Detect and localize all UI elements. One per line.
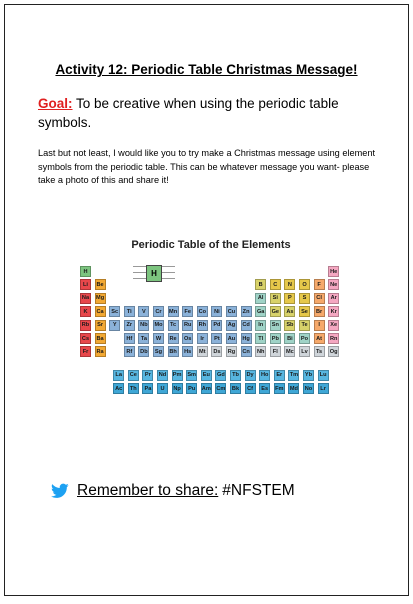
element-Dy: Dy — [245, 370, 256, 381]
element-P: P — [284, 293, 295, 304]
element-Pb: Pb — [270, 333, 281, 344]
goal-label: Goal: — [38, 96, 73, 111]
element-O: O — [299, 279, 310, 290]
element-Cf: Cf — [245, 383, 256, 394]
element-Ge: Ge — [270, 306, 281, 317]
element-Mg: Mg — [95, 293, 106, 304]
element-Te: Te — [299, 320, 310, 331]
element-Pt: Pt — [211, 333, 222, 344]
element-Fr: Fr — [80, 346, 91, 357]
element-Os: Os — [182, 333, 193, 344]
element-Rf: Rf — [124, 346, 135, 357]
element-Be: Be — [95, 279, 106, 290]
element-Rn: Rn — [328, 333, 339, 344]
element-V: V — [138, 306, 149, 317]
element-As: As — [284, 306, 295, 317]
element-Pm: Pm — [172, 370, 183, 381]
element-K: K — [80, 306, 91, 317]
periodic-table-image — [77, 239, 345, 429]
element-Mn: Mn — [168, 306, 179, 317]
element-Yb: Yb — [303, 370, 314, 381]
element-Pu: Pu — [186, 383, 197, 394]
element-Bi: Bi — [284, 333, 295, 344]
element-Se: Se — [299, 306, 310, 317]
element-In: In — [255, 320, 266, 331]
element-Pr: Pr — [142, 370, 153, 381]
element-Cr: Cr — [153, 306, 164, 317]
element-Th: Th — [128, 383, 139, 394]
element-He: He — [328, 266, 339, 277]
element-Mc: Mc — [284, 346, 295, 357]
element-Ar: Ar — [328, 293, 339, 304]
element-Hg: Hg — [241, 333, 252, 344]
element-Np: Np — [172, 383, 183, 394]
element-Zr: Zr — [124, 320, 135, 331]
element-Ra: Ra — [95, 346, 106, 357]
element-Md: Md — [288, 383, 299, 394]
element-Ca: Ca — [95, 306, 106, 317]
key-element-cell: H — [146, 265, 162, 282]
element-W: W — [153, 333, 164, 344]
element-Sc: Sc — [109, 306, 120, 317]
element-Hs: Hs — [182, 346, 193, 357]
element-Tm: Tm — [288, 370, 299, 381]
element-Fm: Fm — [274, 383, 285, 394]
element-Ga: Ga — [255, 306, 266, 317]
element-Br: Br — [314, 306, 325, 317]
element-Ne: Ne — [328, 279, 339, 290]
element-B: B — [255, 279, 266, 290]
element-Ru: Ru — [182, 320, 193, 331]
element-Er: Er — [274, 370, 285, 381]
element-Mo: Mo — [153, 320, 164, 331]
element-Re: Re — [168, 333, 179, 344]
goal-statement — [38, 94, 388, 132]
element-Sn: Sn — [270, 320, 281, 331]
element-Hf: Hf — [124, 333, 135, 344]
element-Bh: Bh — [168, 346, 179, 357]
element-Ce: Ce — [128, 370, 139, 381]
activity-page — [4, 4, 409, 596]
periodic-table-title: Periodic Table of the Elements — [131, 239, 291, 251]
element-Lr: Lr — [318, 383, 329, 394]
element-Mt: Mt — [197, 346, 208, 357]
element-Ni: Ni — [211, 306, 222, 317]
element-Nd: Nd — [157, 370, 168, 381]
element-Nb: Nb — [138, 320, 149, 331]
element-Cl: Cl — [314, 293, 325, 304]
element-Bk: Bk — [230, 383, 241, 394]
element-Ti: Ti — [124, 306, 135, 317]
element-Zn: Zn — [241, 306, 252, 317]
element-Sm: Sm — [186, 370, 197, 381]
element-C: C — [270, 279, 281, 290]
goal-text: To be creative when using the periodic table symbols. — [38, 96, 339, 130]
element-Pa: Pa — [142, 383, 153, 394]
element-Au: Au — [226, 333, 237, 344]
element-Ds: Ds — [211, 346, 222, 357]
element-Es: Es — [259, 383, 270, 394]
element-H: H — [80, 266, 91, 277]
element-Ac: Ac — [113, 383, 124, 394]
element-Gd: Gd — [215, 370, 226, 381]
element-Ho: Ho — [259, 370, 270, 381]
element-At: At — [314, 333, 325, 344]
element-Na: Na — [80, 293, 91, 304]
element-Kr: Kr — [328, 306, 339, 317]
element-Fl: Fl — [270, 346, 281, 357]
element-Tb: Tb — [230, 370, 241, 381]
element-Cd: Cd — [241, 320, 252, 331]
instructions-paragraph: Last but not least, I would like you to try make a Christmas message using element symbols from the periodic table. This can be whatever message you want- please take a photo of this and share it! — [38, 148, 376, 185]
element-I: I — [314, 320, 325, 331]
element-Nh: Nh — [255, 346, 266, 357]
element-Ir: Ir — [197, 333, 208, 344]
element-Cs: Cs — [80, 333, 91, 344]
element-Cm: Cm — [215, 383, 226, 394]
element-Sr: Sr — [95, 320, 106, 331]
element-Cn: Cn — [241, 346, 252, 357]
element-Eu: Eu — [201, 370, 212, 381]
element-Rg: Rg — [226, 346, 237, 357]
element-Ag: Ag — [226, 320, 237, 331]
element-Si: Si — [270, 293, 281, 304]
element-Ba: Ba — [95, 333, 106, 344]
element-Li: Li — [80, 279, 91, 290]
element-Rb: Rb — [80, 320, 91, 331]
element-Al: Al — [255, 293, 266, 304]
element-Og: Og — [328, 346, 339, 357]
element-Lu: Lu — [318, 370, 329, 381]
element-Fe: Fe — [182, 306, 193, 317]
element-Po: Po — [299, 333, 310, 344]
element-Sg: Sg — [153, 346, 164, 357]
share-banner — [51, 480, 295, 502]
activity-heading: Activity 12: Periodic Table Christmas Message! — [55, 62, 358, 77]
element-S: S — [299, 293, 310, 304]
element-La: La — [113, 370, 124, 381]
element-No: No — [303, 383, 314, 394]
element-Y: Y — [109, 320, 120, 331]
element-Tc: Tc — [168, 320, 179, 331]
element-Xe: Xe — [328, 320, 339, 331]
element-Pd: Pd — [211, 320, 222, 331]
element-F: F — [314, 279, 325, 290]
element-Co: Co — [197, 306, 208, 317]
share-hashtag: #NFSTEM — [222, 482, 295, 499]
twitter-bird-icon — [51, 483, 69, 499]
element-N: N — [284, 279, 295, 290]
share-label: Remember to share: — [77, 482, 219, 499]
element-Ta: Ta — [138, 333, 149, 344]
element-Rh: Rh — [197, 320, 208, 331]
element-Tl: Tl — [255, 333, 266, 344]
element-Sb: Sb — [284, 320, 295, 331]
element-Cu: Cu — [226, 306, 237, 317]
element-Am: Am — [201, 383, 212, 394]
element-U: U — [157, 383, 168, 394]
element-Db: Db — [138, 346, 149, 357]
element-Ts: Ts — [314, 346, 325, 357]
element-Lv: Lv — [299, 346, 310, 357]
